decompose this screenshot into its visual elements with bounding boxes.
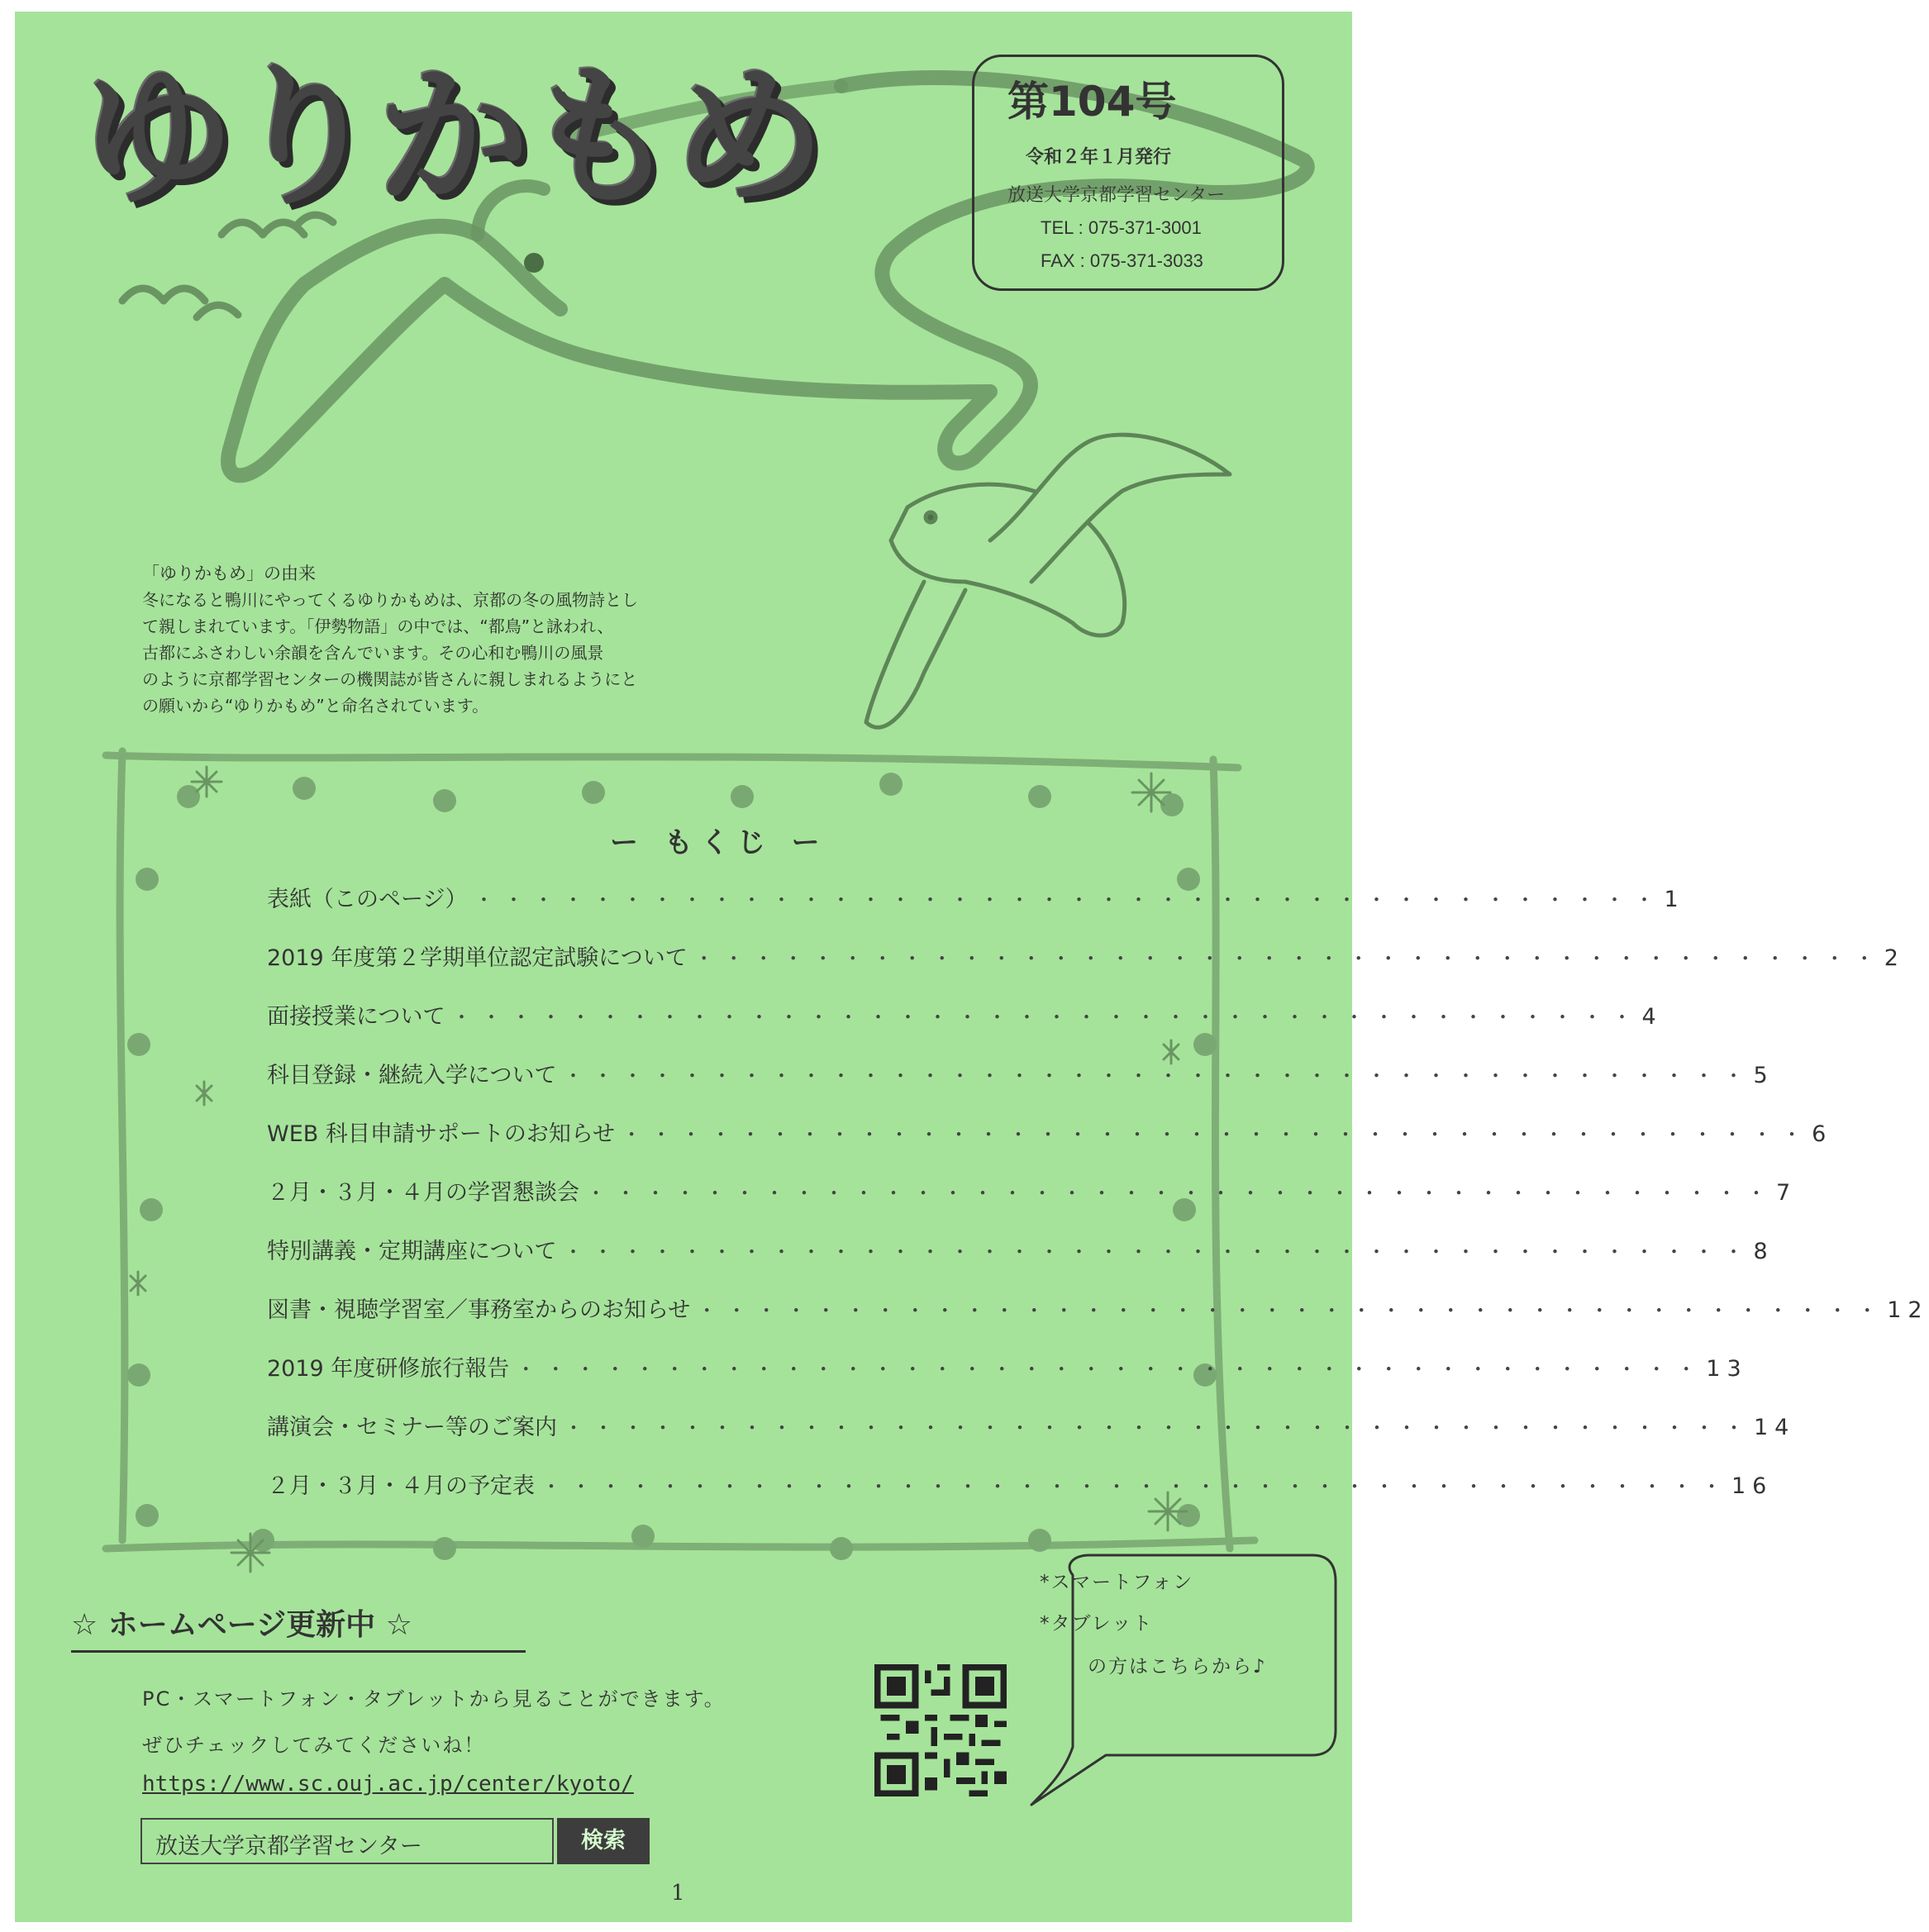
- table-of-contents: [267, 881, 1929, 1526]
- toc-item: [267, 1292, 1929, 1350]
- toc-leader-dots: ・・・・・・・・・・・・・・・・・・・・・・・・・・・・・・・・・・・・・・・・: [516, 1358, 1707, 1381]
- document-page: [15, 12, 1929, 1922]
- search-button[interactable]: 検索: [557, 1818, 650, 1864]
- toc-item-label: 特別講義・定期講座について: [267, 1239, 557, 1264]
- toc-item: [267, 940, 1905, 998]
- homepage-text-2: ぜひチェックしてみてくださいね！: [142, 1734, 486, 1757]
- toc-item: [267, 1116, 1833, 1174]
- toc-item: [267, 998, 1663, 1057]
- toc-item-page: 16: [1731, 1473, 1774, 1499]
- toc-item-label: 2019 年度研修旅行報告: [267, 1356, 510, 1382]
- issue-number: 第104号: [1007, 78, 1177, 126]
- toc-leader-dots: ・・・・・・・・・・・・・・・・・・・・・・・・・・・・・・・・・・・・・・・・: [693, 947, 1884, 970]
- name-origin-section: [142, 560, 770, 719]
- homepage-heading: ☆ ホームページ更新中 ☆: [71, 1601, 526, 1653]
- masthead-title: ゆりかもめ: [81, 48, 821, 226]
- toc-leader-dots: ・・・・・・・・・・・・・・・・・・・・・・・・・・・・・・・・・・・・・・・・: [563, 1064, 1754, 1087]
- issue-organization: 放送大学京都学習センター: [1007, 185, 1226, 206]
- origin-line: 冬になると鴨川にやってくるゆりかもめは、京都の冬の風物詩とし: [142, 590, 638, 610]
- toc-item-label: WEB 科目申請サポートのお知らせ: [267, 1121, 616, 1147]
- qr-code-icon[interactable]: [874, 1664, 1007, 1796]
- bubble-text-2: *タブレット: [1040, 1613, 1154, 1635]
- toc-item-page: 13: [1706, 1356, 1748, 1382]
- toc-item-page: 1: [1664, 887, 1685, 912]
- toc-leader-dots: ・・・・・・・・・・・・・・・・・・・・・・・・・・・・・・・・・・・・・・・・: [563, 1240, 1754, 1263]
- toc-leader-dots: ・・・・・・・・・・・・・・・・・・・・・・・・・・・・・・・・・・・・・・・・: [474, 888, 1665, 911]
- toc-item: [267, 1468, 1774, 1526]
- origin-line: のように京都学習センターの機関誌が皆さんに親しまれるようにと: [142, 669, 638, 689]
- toc-item-label: 講演会・セミナー等のご案内: [267, 1415, 557, 1440]
- toc-item-page: 2: [1884, 945, 1905, 971]
- toc-item-page: 4: [1641, 1004, 1663, 1030]
- homepage-text-1: PC・スマートフォン・タブレットから見ることができます。: [142, 1687, 726, 1711]
- toc-leader-dots: ・・・・・・・・・・・・・・・・・・・・・・・・・・・・・・・・・・・・・・・・: [697, 1299, 1888, 1322]
- toc-item: [267, 1057, 1774, 1116]
- origin-line: て親しまれています。「伊勢物語」の中では、“都鳥”と詠われ、: [142, 616, 614, 636]
- bubble-text-1: *スマートフォン: [1040, 1572, 1194, 1593]
- origin-line: の願いから“ゆりかもめ”と命名されています。: [142, 696, 489, 716]
- toc-item-label: 科目登録・継続入学について: [267, 1063, 557, 1088]
- toc-item-page: 6: [1812, 1121, 1833, 1147]
- issue-info-box: [972, 55, 1284, 291]
- toc-item: [267, 1174, 1798, 1233]
- toc-leader-dots: ・・・・・・・・・・・・・・・・・・・・・・・・・・・・・・・・・・・・・・・・: [451, 1006, 1642, 1029]
- toc-item-page: 14: [1754, 1415, 1796, 1440]
- toc-item-page: 7: [1776, 1180, 1798, 1206]
- toc-item-label: 図書・視聴学習室／事務室からのお知らせ: [267, 1297, 691, 1323]
- toc-item-label: 面接授業について: [267, 1004, 445, 1030]
- toc-item-label: ２月・３月・４月の学習懇談会: [267, 1180, 579, 1206]
- toc-leader-dots: ・・・・・・・・・・・・・・・・・・・・・・・・・・・・・・・・・・・・・・・・: [622, 1123, 1812, 1146]
- toc-leader-dots: ・・・・・・・・・・・・・・・・・・・・・・・・・・・・・・・・・・・・・・・・: [564, 1416, 1754, 1439]
- bubble-text-3: の方はこちらから♪: [1088, 1656, 1267, 1677]
- toc-item-label: 2019 年度第２学期単位認定試験について: [267, 945, 688, 971]
- origin-line: 古都にふさわしい余韻を含んでいます。その心和む鴨川の風景: [142, 643, 604, 663]
- issue-date: 令和２年１月発行: [1026, 147, 1172, 168]
- toc-item-page: 5: [1753, 1063, 1774, 1088]
- toc-leader-dots: ・・・・・・・・・・・・・・・・・・・・・・・・・・・・・・・・・・・・・・・・: [586, 1182, 1776, 1205]
- origin-title: 「ゆりかもめ」の由来: [142, 564, 316, 583]
- toc-item: [267, 1350, 1748, 1409]
- search-input[interactable]: 放送大学京都学習センター: [141, 1818, 554, 1864]
- toc-item-page: 12: [1887, 1297, 1929, 1323]
- toc-item: [267, 881, 1685, 940]
- toc-title: ー もくじ ー: [610, 826, 828, 859]
- issue-tel: TEL : 075-371-3001: [1041, 217, 1202, 238]
- toc-item: [267, 1409, 1796, 1468]
- toc-item: [267, 1233, 1774, 1292]
- toc-leader-dots: ・・・・・・・・・・・・・・・・・・・・・・・・・・・・・・・・・・・・・・・・: [541, 1475, 1731, 1498]
- toc-item-page: 8: [1753, 1239, 1774, 1264]
- toc-item-label: 表紙（このページ）: [267, 887, 468, 912]
- toc-item-label: ２月・３月・４月の予定表: [267, 1473, 535, 1499]
- homepage-url-link[interactable]: https://www.sc.ouj.ac.jp/center/kyoto/: [142, 1772, 634, 1796]
- page-number: 1: [671, 1881, 685, 1906]
- issue-fax: FAX : 075-371-3033: [1041, 250, 1203, 271]
